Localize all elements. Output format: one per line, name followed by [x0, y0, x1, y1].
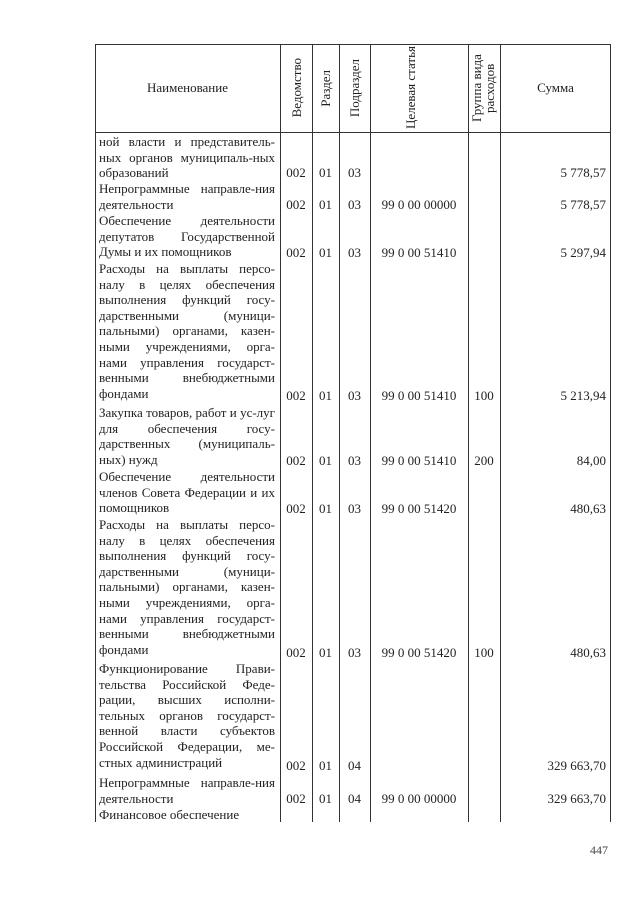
row-razdel: 01 [319, 501, 332, 516]
row-celevaya: 99 0 00 51410 [381, 453, 457, 468]
row-summa: 480,63 [570, 501, 606, 516]
row-name: Непрограммные направле-ния деятельности [99, 775, 275, 806]
row-razdel: 01 [319, 245, 332, 260]
row-name: Закупка товаров, работ и ус-луг для обеспечения госу-дарственных (муниципаль-ных) нужд [99, 405, 275, 467]
row-razdel: 01 [319, 758, 332, 773]
header-gruppa [468, 44, 500, 132]
row-summa: 5 778,57 [560, 197, 606, 212]
header-ved-label: Ведомство [288, 58, 304, 118]
row-celevaya: 99 0 00 00000 [381, 791, 457, 806]
row-summa: 5 778,57 [560, 165, 606, 180]
row-ved: 002 [286, 197, 306, 212]
row-podrazdel: 03 [348, 165, 361, 180]
row-razdel: 01 [319, 388, 332, 403]
row-summa: 329 663,70 [547, 791, 606, 806]
row-ved: 002 [286, 388, 306, 403]
row-ved: 002 [286, 453, 306, 468]
row-podrazdel: 03 [348, 645, 361, 660]
grid-line [312, 44, 313, 822]
row-summa: 329 663,70 [547, 758, 606, 773]
grid-line [370, 44, 371, 822]
row-summa: 5 213,94 [560, 388, 606, 403]
row-ved: 002 [286, 165, 306, 180]
row-razdel: 01 [319, 791, 332, 806]
row-celevaya: 99 0 00 00000 [381, 197, 457, 212]
row-celevaya: 99 0 00 51410 [381, 245, 457, 260]
row-razdel: 01 [319, 197, 332, 212]
grid-line [610, 44, 611, 822]
row-name: Расходы на выплаты персо-налу в целях обеспечения выполнения функций госу-дарственными (муници-пальными) органами, казен-ными учреждениями, орга-нами управления государст-венными внебюджетными фондами [99, 261, 275, 401]
grid-line [95, 132, 611, 133]
row-ved: 002 [286, 791, 306, 806]
grid-line [95, 44, 96, 822]
row-summa: 5 297,94 [560, 245, 606, 260]
row-celevaya: 99 0 00 51410 [381, 388, 457, 403]
header-ved [280, 44, 312, 132]
row-ved: 002 [286, 501, 306, 516]
row-podrazdel: 03 [348, 245, 361, 260]
row-summa: 84,00 [576, 453, 606, 468]
row-razdel: 01 [319, 165, 332, 180]
grid-line [280, 44, 281, 822]
header-celevaya [370, 44, 468, 132]
row-name: Расходы на выплаты персо-налу в целях обеспечения выполнения функций госу-дарственными (муници-пальными) органами, казен-ными учреждениями, орга-нами управления государст-венными внебюджетными фондами [99, 517, 275, 657]
row-razdel: 01 [319, 453, 332, 468]
grid-line [95, 44, 611, 45]
budget-table [95, 44, 611, 822]
header-gruppa-label: Группа вида расходов [469, 54, 497, 122]
row-name: Функционирование Прави-тельства Российской Феде-рации, высших исполни-тельных органов государст-венной власти субъектов Российской Федерации, ме-стных администраций [99, 661, 275, 770]
header-summa [500, 44, 611, 132]
row-name: ной власти и представитель-ных органов муниципаль-ных образований [99, 134, 275, 181]
row-summa: 480,63 [570, 645, 606, 660]
row-name: Обеспечение деятельности депутатов Государственной Думы и их помощников [99, 213, 275, 260]
row-ved: 002 [286, 645, 306, 660]
row-podrazdel: 03 [348, 197, 361, 212]
row-name: Непрограммные направле-ния деятельности [99, 181, 275, 212]
header-podrazdel-label: Подраздел [347, 58, 362, 118]
header-razdel [312, 44, 339, 132]
row-podrazdel: 04 [348, 791, 361, 806]
row-podrazdel: 03 [348, 501, 361, 516]
grid-line [500, 44, 501, 822]
header-razdel-label: Раздел [318, 69, 333, 107]
row-podrazdel: 03 [348, 453, 361, 468]
row-ved: 002 [286, 758, 306, 773]
row-podrazdel: 04 [348, 758, 361, 773]
row-celevaya: 99 0 00 51420 [381, 645, 457, 660]
header-celevaya-label: Целевая статья [403, 46, 418, 130]
page-number: 447 [590, 843, 608, 857]
row-name: Финансовое обеспечение [99, 807, 240, 822]
header-name-label: Наименование [147, 80, 228, 95]
header-summa-label: Сумма [537, 80, 574, 95]
grid-line [339, 44, 340, 822]
row-celevaya: 99 0 00 51420 [381, 501, 457, 516]
row-ved: 002 [286, 245, 306, 260]
header-name [95, 44, 280, 132]
row-podrazdel: 03 [348, 388, 361, 403]
grid-line [468, 44, 469, 822]
row-gruppa: 100 [474, 645, 494, 660]
row-razdel: 01 [319, 645, 332, 660]
row-gruppa: 100 [474, 388, 494, 403]
row-gruppa: 200 [474, 453, 494, 468]
row-name: Обеспечение деятельности членов Совета Федерации и их помощников [99, 469, 275, 516]
header-podrazdel [339, 44, 370, 132]
